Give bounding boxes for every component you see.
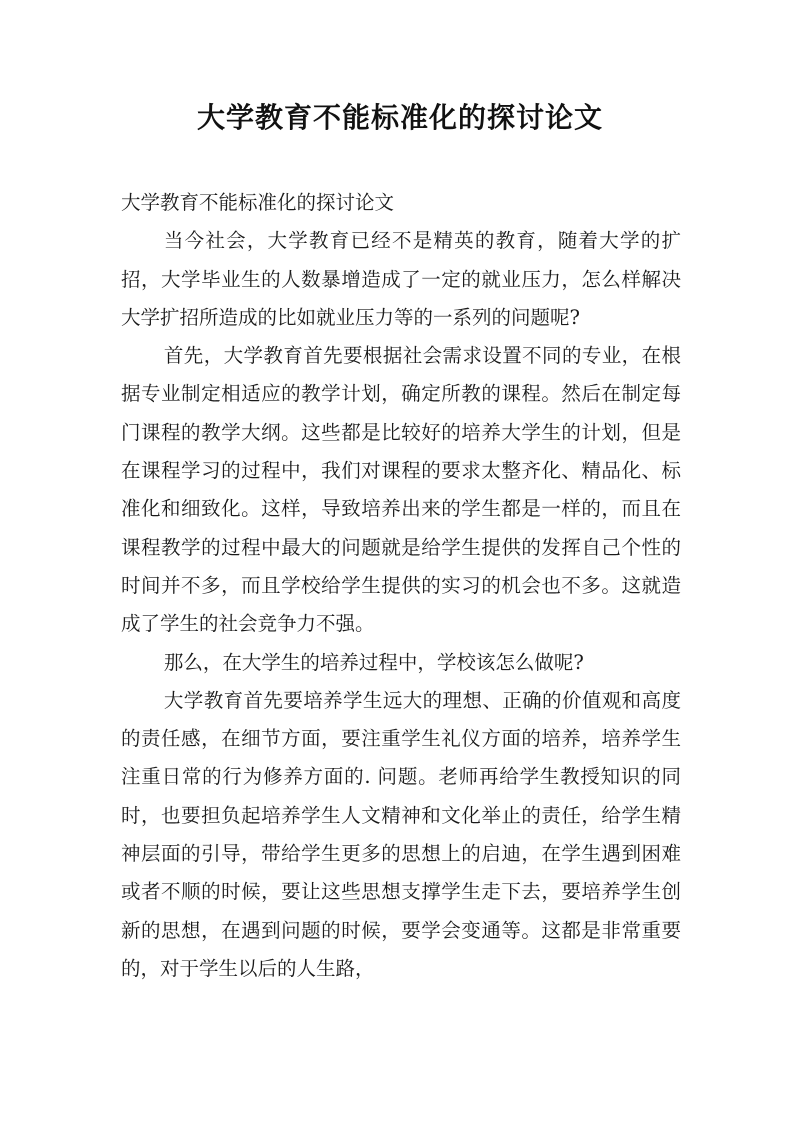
document-title: 大学教育不能标准化的探讨论文 — [196, 101, 603, 134]
paragraph-approach: 大学教育首先要培养学生远大的理想、正确的价值观和高度的责任感，在细节方面，要注重学生礼仪方面的培养，培养学生注重日常的行为修养方面的. 问题。老师再给学生教授知识的同时，也要担负起培养学生人文精神和文化举止的责任，给学生精神层面的引导，带给学生更多的思想上的启迪，在学生遇到困难或者不顺的时候，要让这些思想支撑学生走下去，要培养学生创新的思想，在遇到问题的时候，要学会变通等。这都是非常重要的，对于学生以后的人生路， — [121, 688, 681, 980]
paragraph-first: 首先，大学教育首先要根据社会需求设置不同的专业，在根据专业制定相适应的教学计划，确定所教的课程。然后在制定每门课程的教学大纲。这些都是比较好的培养大学生的计划，但是在课程学习的过程中，我们对课程的要求太整齐化、精品化、标准化和细致化。这样，导致培养出来的学生都是一样的，而且在课程教学的过程中最大的问题就是给学生提供的发挥自己个性的时间并不多，而且学校给学生提供的实习的机会也不多。这就造成了学生的社会竞争力不强。 — [121, 344, 681, 636]
paragraph-intro: 当今社会，大学教育已经不是精英的教育，随着大学的扩招，大学毕业生的人数暴增造成了一定的就业压力，怎么样解决大学扩招所造成的比如就业压力等的一系列的问题呢? — [121, 229, 681, 329]
subtitle-paragraph: 大学教育不能标准化的探讨论文 — [121, 191, 395, 214]
paragraph-question: 那么，在大学生的培养过程中，学校该怎么做呢? — [163, 650, 584, 674]
document-body — [121, 184, 681, 988]
